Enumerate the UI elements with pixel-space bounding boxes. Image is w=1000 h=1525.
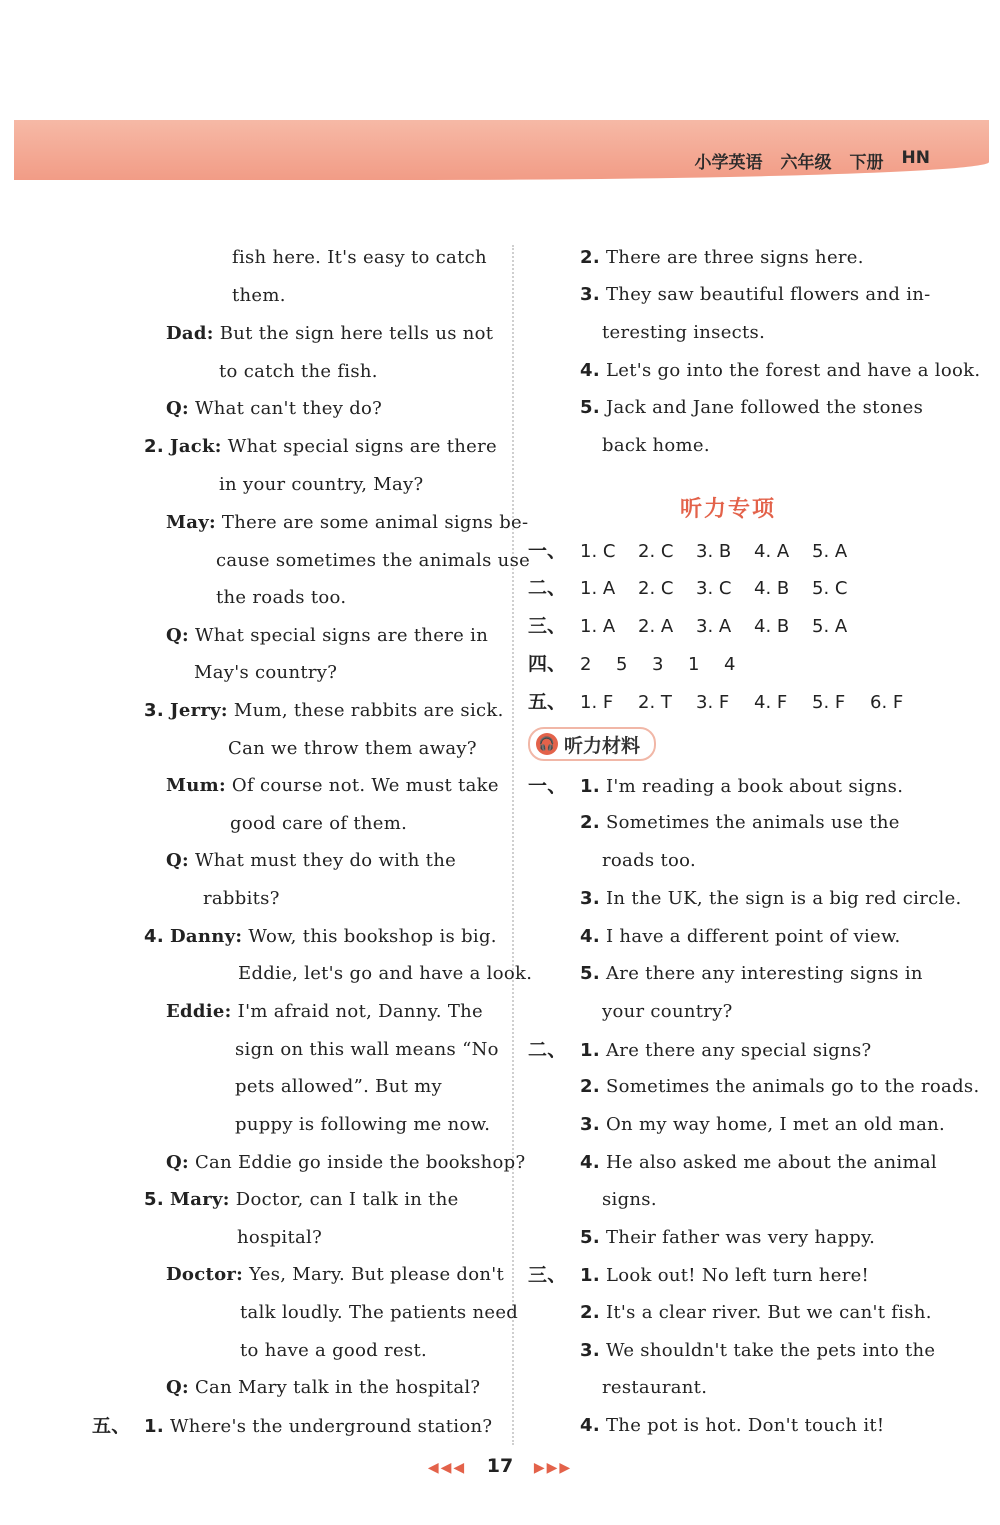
speaker-label: Mum: — [166, 775, 226, 796]
answer-item: 4. B — [754, 616, 790, 637]
header-info — [695, 148, 930, 173]
line-text: hospital? — [237, 1227, 323, 1248]
answer-item: 3. C — [696, 578, 732, 599]
answer-item: 1. A — [580, 578, 616, 599]
line-text: sign on this wall means “No — [235, 1039, 499, 1060]
section-marker: 二、 — [528, 577, 567, 599]
text-line — [602, 849, 696, 873]
line-text: There are three signs here. — [599, 247, 864, 268]
text-line — [580, 1339, 935, 1363]
next-arrows-icon: ▶▶▶ — [533, 1460, 573, 1476]
line-text: Can we throw them away? — [228, 738, 477, 759]
listening-material-label: 听力材料 — [564, 734, 641, 757]
text-line — [580, 1301, 932, 1325]
answer-item: 3. A — [696, 616, 732, 637]
text-line — [232, 284, 286, 308]
line-text: back home. — [602, 435, 710, 456]
item-number: 2. — [580, 1302, 600, 1323]
answer-item: 4. A — [754, 541, 790, 562]
answer-item: 5. C — [812, 578, 848, 599]
line-text: Yes, Mary. But please don't — [243, 1264, 505, 1285]
text-line — [166, 511, 528, 535]
line-text: I'm afraid not, Danny. The — [231, 1001, 483, 1022]
line-text: rabbits? — [203, 888, 280, 909]
item-number: 5. — [580, 397, 600, 418]
item-number: 5. — [580, 1227, 600, 1248]
text-line — [580, 1226, 875, 1250]
text-line — [166, 849, 456, 873]
line-text: pets allowed”. But my — [235, 1076, 442, 1097]
answer-item: 2. A — [638, 616, 674, 637]
answer-item: 2 — [580, 654, 592, 675]
item-number: 2. — [580, 812, 600, 833]
answer-row — [528, 611, 870, 638]
answer-row — [528, 687, 928, 714]
line-text: They saw beautiful flowers and in- — [599, 284, 931, 305]
speaker-label: Dad: — [166, 323, 214, 344]
item-number: 4. — [580, 360, 600, 381]
text-line — [580, 1075, 979, 1099]
page-footer — [0, 1455, 1000, 1477]
text-line — [580, 1151, 937, 1175]
text-line — [166, 1263, 504, 1287]
line-text: Wow, this bookshop is big. — [242, 926, 497, 947]
text-line — [580, 359, 980, 383]
listening-section-title: 听力专项 — [680, 497, 777, 522]
speaker-label: Eddie: — [166, 1001, 232, 1022]
answer-item: 5 — [616, 654, 628, 675]
text-line — [528, 1038, 872, 1063]
text-line — [235, 1113, 490, 1137]
line-text: Can Mary talk in the hospital? — [188, 1377, 481, 1398]
answer-item: 5. F — [812, 692, 846, 713]
answer-item: 1. A — [580, 616, 616, 637]
text-line — [602, 1000, 733, 1024]
line-text: There are some animal signs be- — [215, 512, 529, 533]
item-number: 1. — [144, 1416, 164, 1437]
line-text: What special signs are there in — [188, 625, 489, 646]
line-text: roads too. — [602, 850, 696, 871]
answer-item: 1 — [688, 654, 700, 675]
line-text: Sometimes the animals go to the roads. — [599, 1076, 980, 1097]
line-text: your country? — [602, 1001, 733, 1022]
text-line — [240, 1339, 427, 1363]
answer-item: 4. F — [754, 692, 788, 713]
line-text: On my way home, I met an old man. — [599, 1114, 946, 1135]
text-line — [528, 1263, 869, 1288]
text-line — [238, 962, 532, 986]
answer-item: 6. F — [870, 692, 904, 713]
prev-arrows-icon: ◀◀◀ — [427, 1460, 467, 1476]
item-number: 2. — [144, 436, 164, 457]
item-number: 4. — [580, 1415, 600, 1436]
text-line — [216, 586, 346, 610]
answer-row — [528, 649, 760, 676]
line-text: Of course not. We must take — [225, 775, 499, 796]
line-text: signs. — [602, 1189, 657, 1210]
text-line — [228, 737, 477, 761]
text-line — [166, 397, 382, 421]
line-text: in your country, May? — [219, 474, 424, 495]
item-number: 3. — [580, 888, 600, 909]
text-line — [240, 1301, 518, 1325]
line-text: them. — [232, 285, 286, 306]
text-line — [92, 1414, 492, 1439]
text-line — [166, 774, 499, 798]
header-volume: 下册 — [849, 153, 884, 173]
answer-item: 4. B — [754, 578, 790, 599]
text-line — [166, 1151, 525, 1175]
text-line — [580, 887, 962, 911]
line-text: Their father was very happy. — [599, 1227, 876, 1248]
header-edition: HN — [901, 148, 930, 168]
text-line — [144, 435, 497, 459]
line-text: Can Eddie go inside the bookshop? — [188, 1152, 526, 1173]
section-marker: 四、 — [528, 653, 567, 675]
answer-item: 4 — [724, 654, 736, 675]
text-line — [144, 1188, 459, 1212]
text-line — [602, 434, 710, 458]
item-number: 4. — [144, 926, 164, 947]
text-line — [216, 549, 530, 573]
text-line — [219, 473, 423, 497]
line-text: teresting insects. — [602, 322, 766, 343]
speaker-label: Q: — [166, 1377, 189, 1398]
line-text: fish here. It's easy to catch — [232, 247, 487, 268]
line-text: to catch the fish. — [219, 361, 378, 382]
answer-item: 2. C — [638, 578, 674, 599]
line-text: The pot is hot. Don't touch it! — [599, 1415, 885, 1436]
text-line — [580, 811, 900, 835]
speaker-label: Doctor: — [166, 1264, 244, 1285]
text-line — [166, 322, 493, 346]
line-text: But the sign here tells us not — [213, 323, 494, 344]
speaker-label: Q: — [166, 625, 189, 646]
text-line — [580, 1414, 884, 1438]
item-number: 4. — [580, 1152, 600, 1173]
line-text: Let's go into the forest and have a look. — [599, 360, 981, 381]
speaker-label: Q: — [166, 850, 189, 871]
line-text: I have a different point of view. — [599, 926, 901, 947]
answer-row — [528, 536, 870, 563]
text-line — [166, 624, 488, 648]
text-line — [580, 283, 931, 307]
headphone-icon: 🎧 — [536, 733, 558, 755]
answer-item: 5. A — [812, 541, 848, 562]
line-text: cause sometimes the animals use — [216, 550, 531, 571]
line-text: What must they do with the — [188, 850, 457, 871]
line-text: Eddie, let's go and have a look. — [238, 963, 533, 984]
text-line — [580, 962, 923, 986]
line-text: talk loudly. The patients need — [240, 1302, 519, 1323]
speaker-label: Q: — [166, 398, 189, 419]
line-text: Are there any interesting signs in — [599, 963, 923, 984]
answer-item: 5. A — [812, 616, 848, 637]
answer-item: 3. B — [696, 541, 732, 562]
line-text: It's a clear river. But we can't fish. — [599, 1302, 932, 1323]
line-text: In the UK, the sign is a big red circle. — [599, 888, 962, 909]
text-line — [219, 360, 378, 384]
item-number: 4. — [580, 926, 600, 947]
text-line — [235, 1075, 442, 1099]
header-grade: 六年级 — [780, 153, 832, 173]
speaker-label: Jerry: — [170, 700, 228, 721]
text-line — [203, 887, 280, 911]
speaker-label: May: — [166, 512, 216, 533]
header-subject: 小学英语 — [694, 153, 763, 173]
line-text: Mum, these rabbits are sick. — [227, 700, 504, 721]
section-marker: 二、 — [528, 1039, 567, 1061]
item-number: 2. — [580, 247, 600, 268]
text-line — [602, 1376, 707, 1400]
item-number: 2. — [580, 1076, 600, 1097]
answer-item: 1. F — [580, 692, 614, 713]
text-line — [237, 1226, 322, 1250]
text-line — [602, 321, 765, 345]
item-number: 1. — [580, 1265, 600, 1286]
text-line — [232, 246, 487, 270]
page-number: 17 — [486, 1455, 514, 1477]
speaker-label: Danny: — [170, 926, 243, 947]
section-marker: 一、 — [528, 775, 567, 797]
speaker-label: Jack: — [170, 436, 222, 457]
item-number: 5. — [580, 963, 600, 984]
text-line — [580, 246, 864, 270]
section-marker: 三、 — [528, 615, 567, 637]
line-text: puppy is following me now. — [235, 1114, 491, 1135]
listening-material-badge — [528, 727, 656, 761]
line-text: the roads too. — [216, 587, 347, 608]
text-line — [580, 1113, 945, 1137]
line-text: We shouldn't take the pets into the — [599, 1340, 936, 1361]
section-marker: 五、 — [92, 1415, 131, 1437]
item-number: 3. — [144, 700, 164, 721]
speaker-label: Mary: — [170, 1189, 230, 1210]
text-line — [144, 925, 497, 949]
text-line — [602, 1188, 657, 1212]
line-text: Sometimes the animals use the — [599, 812, 900, 833]
line-text: Look out! No left turn here! — [599, 1265, 870, 1286]
item-number: 1. — [580, 1040, 600, 1061]
item-number: 3. — [580, 284, 600, 305]
line-text: Where's the underground station? — [163, 1416, 493, 1437]
line-text: I'm reading a book about signs. — [599, 776, 904, 797]
answer-item: 3 — [652, 654, 664, 675]
line-text: Are there any special signs? — [599, 1040, 872, 1061]
answer-item: 3. F — [696, 692, 730, 713]
text-line — [580, 396, 923, 420]
line-text: May's country? — [194, 662, 338, 683]
item-number: 5. — [144, 1189, 164, 1210]
text-line — [528, 774, 903, 799]
text-line — [166, 1000, 483, 1024]
item-number: 3. — [580, 1340, 600, 1361]
line-text: He also asked me about the animal — [599, 1152, 937, 1173]
column-divider — [512, 245, 514, 1445]
line-text: Jack and Jane followed the stones — [599, 397, 924, 418]
section-marker: 三、 — [528, 1264, 567, 1286]
line-text: Doctor, can I talk in the — [229, 1189, 459, 1210]
line-text: to have a good rest. — [240, 1340, 428, 1361]
text-line — [580, 925, 901, 949]
speaker-label: Q: — [166, 1152, 189, 1173]
line-text: What can't they do? — [188, 398, 383, 419]
answer-item: 1. C — [580, 541, 616, 562]
text-line — [166, 1376, 480, 1400]
text-line — [235, 1038, 499, 1062]
text-line — [144, 699, 504, 723]
text-line — [194, 661, 337, 685]
answer-item: 2. C — [638, 541, 674, 562]
line-text: good care of them. — [230, 813, 408, 834]
item-number: 3. — [580, 1114, 600, 1135]
section-marker: 一、 — [528, 540, 567, 562]
item-number: 1. — [580, 776, 600, 797]
answer-row — [528, 573, 870, 600]
answer-item: 2. T — [638, 692, 672, 713]
text-line — [230, 812, 407, 836]
line-text: What special signs are there — [221, 436, 497, 457]
line-text: restaurant. — [602, 1377, 708, 1398]
section-marker: 五、 — [528, 691, 567, 713]
